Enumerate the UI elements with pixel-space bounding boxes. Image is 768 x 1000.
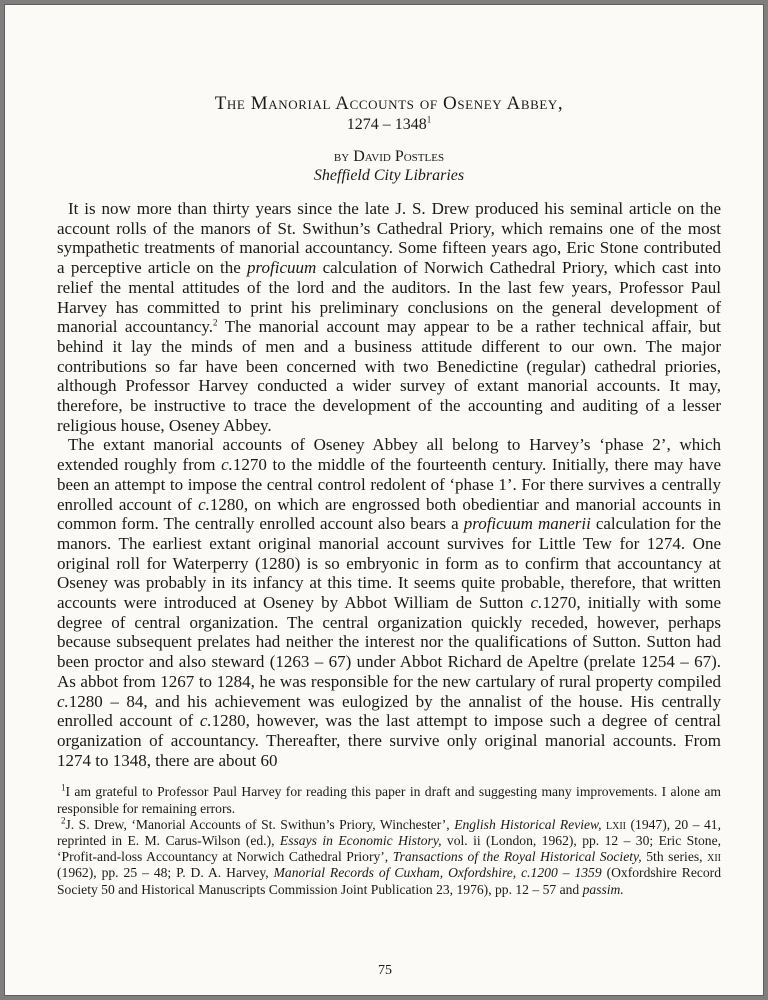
page-number: 75 bbox=[378, 963, 392, 978]
article-dates: 1274 – 1348$^1$ bbox=[346, 114, 432, 133]
byline: by David Postles bbox=[333, 148, 445, 165]
article-body bbox=[57, 93, 721, 898]
footnote-1: $^1$I am grateful to Professor Paul Harvey for reading this paper in draft and suggesting many improvements. I alone am responsible for remaining errors. bbox=[57, 782, 721, 816]
paragraph-1: It is now more than thirty years since the late J. S. Drew produced his seminal article on the account rolls of the manors of St. Swithun’s Cathedral Priory, which remains one of the most sympathetic treatments of manorial accountancy. Some fifteen years ago, Eric Stone contributed a perceptive article on the proficuum calculation of Norwich Cathedral Priory, which cast into relief the mental attitudes of the lord and the auditors. In the last few years, Professor Paul Harvey has committed to print his preliminary conclusions on the general development of manorial accountancy.$^2$ The manorial account may appear to be a rather technical affair, but behind it lay the minds of men and a business attitude different to our own. The major contributions so far have been concerned with two Benedictine (regular) cathedral priories, although Professor Harvey conducted a wider survey of extant manorial accounts. It may, therefore, be instructive to trace the development of the accounting and auditing of a lesser religious house, Oseney Abbey. bbox=[57, 199, 721, 435]
affiliation: Sheffield City Libraries bbox=[313, 167, 465, 184]
footnote-2: $^2$J. S. Drew, ‘Manorial Accounts of St. Swithun’s Priory, Winchester’, English Historical Review, lxii (1947), 20 – 41, reprinted in E. M. Carus-Wilson (ed.), Essays in Economic History, vol. ii (London, 1962), pp. 12 – 30; Eric Stone, ‘Profit-and-loss Accountancy at Norwich Cathedral Priory’, Transactions of the Royal Historical Society, 5th series, xii (1962), pp. 25 – 48; P. D. A. Harvey, Manorial Records of Cuxham, Oxfordshire, c.1200 – 1359 (Oxfordshire Record Society 50 and Historical Manuscripts Commission Joint Publication 23, 1976), pp. 12 – 57 and passim. bbox=[57, 815, 722, 897]
footnote-mark: 1 bbox=[426, 114, 432, 125]
paragraph-2: The extant manorial accounts of Oseney Abbey all belong to Harvey’s ‘phase 2’, which extended roughly from c.1270 to the middle of the fourteenth century. Initially, there may have been an attempt to impose the central control redolent of ‘phase 1’. For there survives a centrally enrolled account of c.1280, on which are engrossed both obedientiar and manorial accounts in common form. The centrally enrolled account also bears a proficuum manerii calculation for the manors. The earliest extant original manorial account survives for Little Tew for 1274. One original roll for Waterperry (1280) is so embryonic in form as to confirm that accountancy at Oseney was probably in its infancy at this time. It seems quite probable, therefore, that written accounts were introduced at Oseney by Abbot William de Sutton c.1270, initially with some degree of central organization. The central organization quickly receded, however, perhaps because subsequent prelates had neither the interest nor the qualifications of Sutton. Sutton had been proctor and also steward (1263 – 67) under Abbot Richard de Apeltre (prelate 1254 – 67). As abbot from 1267 to 1284, he was responsible for the new cartulary of rural property compiled c.1280 – 84, and his achievement was eulogized by the annalist of the house. His centrally enrolled account of c.1280, however, was the last attempt to impose such a degree of central organization of accountancy. Thereafter, there survive only original manorial accounts. From 1274 to 1348, there are about 60 bbox=[57, 435, 722, 770]
article-title: The Manorial Accounts of Oseney Abbey, bbox=[214, 93, 564, 114]
page-sheet bbox=[4, 4, 764, 996]
footnote-mark: 2 bbox=[213, 317, 218, 328]
footnotes bbox=[57, 784, 721, 897]
